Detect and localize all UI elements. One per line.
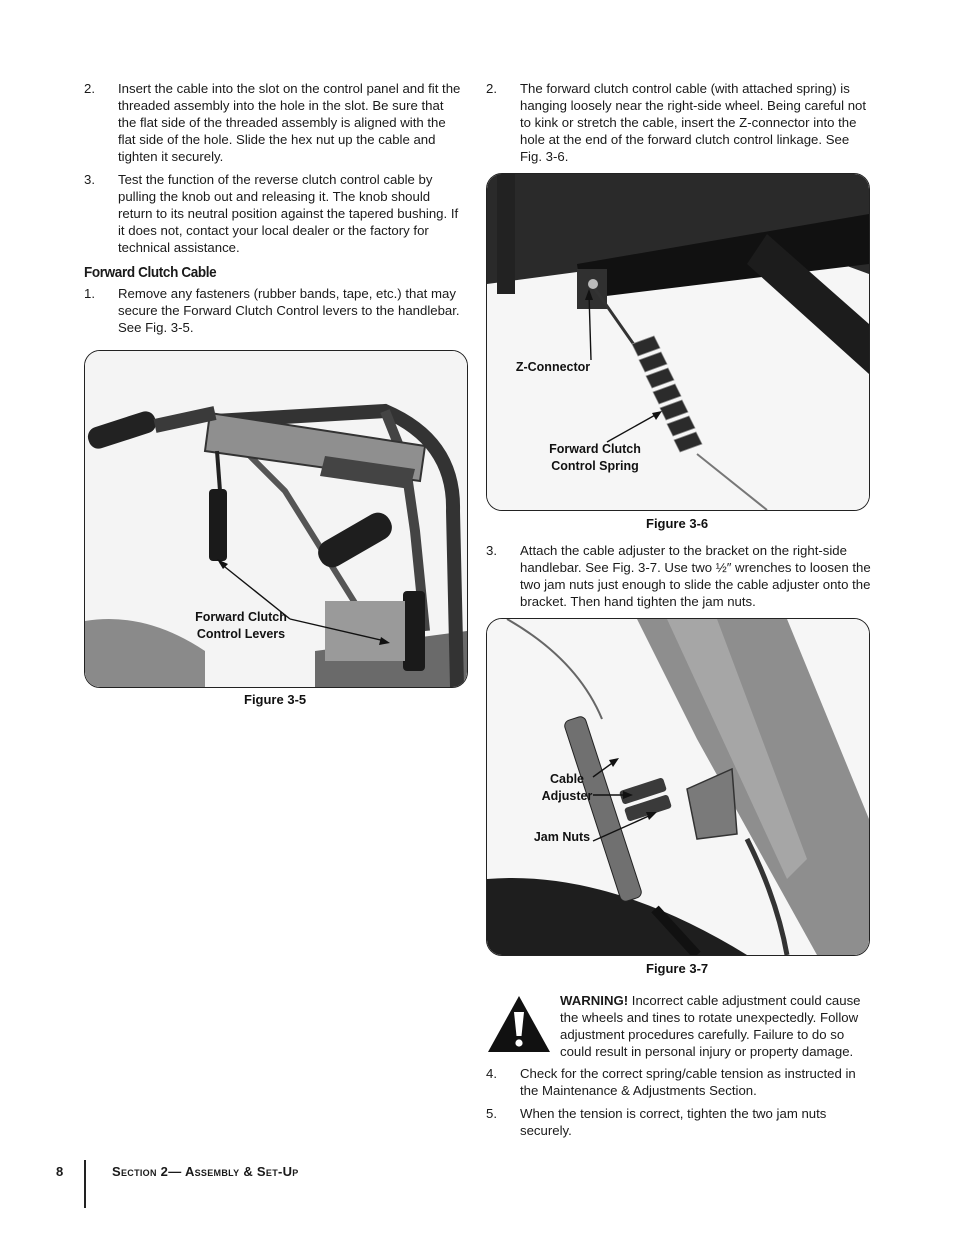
label-line: Control Spring [551, 459, 639, 473]
step-number: 4. [486, 1066, 497, 1081]
step-text: Test the function of the reverse clutch control cable by pulling the knob out and releasing it. The knob should return to its neutral position against the tapered bushing. If it does not, contact your local dealer or the factory for technical assistance. [118, 172, 459, 255]
step-number: 1. [84, 286, 95, 301]
warning-triangle-icon [486, 994, 552, 1054]
step-text: The forward clutch control cable (with attached spring) is hanging loosely near the right-side wheel. Being careful not to kink or stretch the cable, insert the Z-connector into the hole at the end of the forward clutch control linkage. See Fig. 3-6. [520, 81, 867, 164]
step-right-4 [486, 1065, 872, 1099]
figure-3-5-caption: Figure 3-5 [244, 692, 307, 707]
forward-clutch-spring-label [539, 441, 651, 475]
step-left-3 [84, 171, 464, 256]
step-number: 2. [84, 81, 95, 96]
step-forward-1 [84, 285, 464, 336]
figure-3-6-caption: Figure 3-6 [646, 516, 709, 531]
footer-divider [84, 1160, 86, 1208]
jam-nuts-label: Jam Nuts [533, 830, 591, 844]
label-line: Adjuster [541, 789, 593, 803]
step-right-2 [486, 80, 872, 165]
step-number: 3. [84, 172, 95, 187]
label-line: Forward Clutch [549, 442, 641, 456]
warning-text [560, 992, 872, 1060]
step-number: 5. [486, 1106, 497, 1121]
figure-3-7-caption: Figure 3-7 [646, 961, 709, 976]
page-number: 8 [56, 1164, 64, 1179]
section-heading: Forward Clutch Cable [84, 264, 217, 281]
step-number: 2. [486, 81, 497, 96]
figure-3-7 [486, 618, 870, 956]
left-column [84, 80, 464, 342]
step-text: Check for the correct spring/cable tension as instructed in the Maintenance & Adjustments Section. [520, 1066, 856, 1098]
step-text: When the tension is correct, tighten the two jam nuts securely. [520, 1106, 827, 1138]
step-text: Insert the cable into the slot on the control panel and fit the threaded assembly into the hole in the slot. Be sure that the flat side of the threaded assembly is aligned with the flat side of the hole. Slide the hex nut up the cable and tighten it securely. [118, 81, 461, 164]
warning-body: Incorrect cable adjustment could cause the wheels and tines to rotate unexpectedly. Follow adjustment procedures carefully. Failure to do so could result in personal injury or property damage. [560, 993, 861, 1059]
figure-3-6 [486, 173, 870, 511]
label-line: Cable [549, 772, 585, 786]
figure-3-5 [84, 350, 468, 688]
right-column-bottom [486, 1065, 872, 1145]
step-text: Attach the cable adjuster to the bracket on the right-side handlebar. See Fig. 3-7. Use two ½″ wrenches to loosen the two jam nuts just enough to slide the cable adjuster onto the bracket. Then hand tighten the jam nuts. [520, 543, 871, 609]
z-connector-label: Z-Connector [515, 360, 591, 374]
step-text: Remove any fasteners (rubber bands, tape, etc.) that may secure the Forward Clutch Control levers to the handlebar. See Fig. 3-5. [118, 286, 460, 335]
step-number: 3. [486, 543, 497, 558]
section-title: Section 2— Assembly & Set-Up [112, 1164, 299, 1179]
warning-block [486, 992, 872, 1060]
right-column [486, 80, 872, 171]
step-right-3 [486, 542, 872, 610]
right-column-mid [486, 542, 872, 616]
page-footer [0, 1160, 954, 1220]
warning-title: WARNING! [560, 993, 629, 1008]
forward-clutch-levers-label [185, 609, 297, 643]
label-line: Forward Clutch [195, 610, 287, 624]
cable-adjuster-label [527, 771, 607, 805]
step-left-2 [84, 80, 464, 165]
label-line: Control Levers [196, 627, 286, 641]
step-right-5 [486, 1105, 872, 1139]
